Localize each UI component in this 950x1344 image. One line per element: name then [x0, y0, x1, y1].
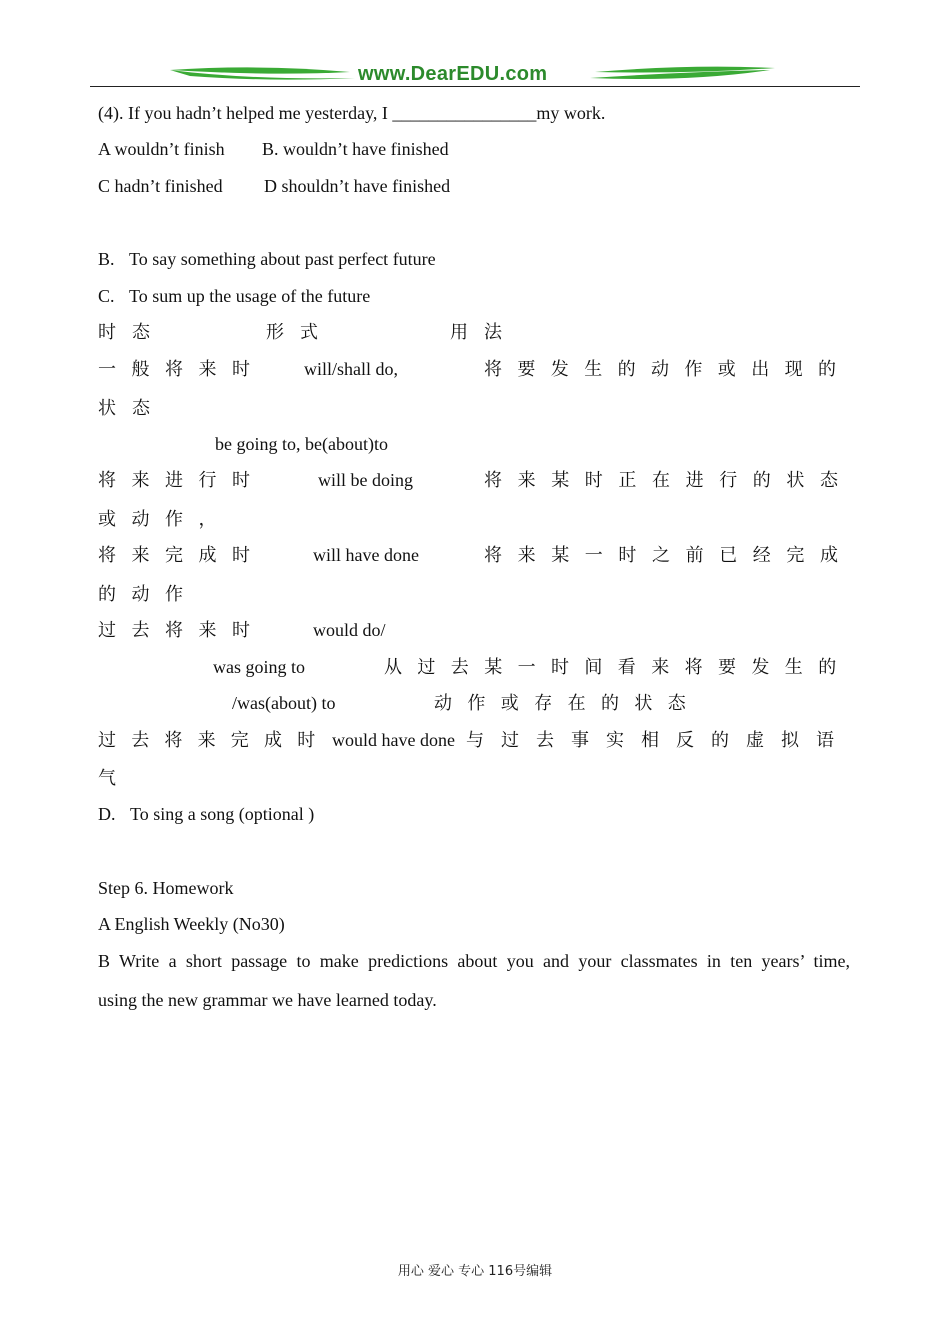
future-progressive-tense: 将来进行时 — [98, 470, 266, 490]
homework-item-b-line2: using the new grammar we have learned today. — [98, 990, 437, 1010]
homework-item-b-line1: B Write a short passage to make predictions about you and your classmates in ten years’ time, — [98, 951, 850, 971]
option-b: B. wouldn’t have finished — [262, 139, 449, 159]
header-tense — [98, 321, 166, 343]
site-logo[interactable]: www.DearEDU.com — [358, 63, 548, 85]
section-b-label: B. — [98, 249, 115, 269]
future-progressive-usage-cont: 或动作， — [98, 509, 232, 529]
section-c-text: To sum up the usage of the future — [129, 286, 371, 306]
simple-future-form-2: be going to, be(about)to — [215, 434, 388, 454]
simple-future-form: will/shall do, — [304, 359, 398, 379]
future-perfect-form: will have done — [313, 545, 419, 565]
past-future-form-3: /was(about) to — [232, 693, 336, 713]
section-c-label: C. — [98, 286, 115, 306]
section-d-label: D. — [98, 804, 116, 824]
option-a: A wouldn’t finish — [98, 139, 225, 159]
past-future-perfect-usage: 与过去事实相反的虚拟语 — [466, 730, 851, 750]
simple-future-tense: 一般将来时 — [98, 359, 266, 379]
option-d: D shouldn’t have finished — [264, 176, 451, 196]
section-b — [98, 248, 436, 270]
option-c: C hadn’t finished — [98, 176, 223, 196]
simple-future-usage-cont: 状态 — [98, 398, 166, 418]
past-future-perfect-form: would have done — [332, 730, 455, 750]
header-usage: 用法 — [450, 322, 518, 342]
past-future-form: would do/ — [313, 620, 386, 640]
past-future-perfect-tense: 过去将来完成时 — [98, 730, 331, 750]
past-future-form-2: was going to — [213, 657, 305, 677]
past-future-usage-cont: 动作或存在的状态 — [434, 693, 702, 713]
simple-future-usage: 将要发生的动作或出现的 — [484, 359, 852, 379]
future-perfect-usage-cont: 的动作 — [98, 584, 199, 604]
past-future-tense: 过去将来时 — [98, 620, 266, 640]
future-perfect-usage: 将来某一时之前已经完成 — [484, 545, 854, 565]
future-progressive-usage: 将来某时正在进行的状态 — [484, 470, 854, 490]
section-d — [98, 803, 314, 825]
page-header — [90, 62, 860, 90]
page-footer: 用心 爱心 专心 116号编辑 — [397, 1264, 553, 1279]
homework-title: Step 6. Homework — [98, 878, 234, 898]
section-b-text: To say something about past perfect future — [129, 249, 436, 269]
future-progressive-form: will be doing — [318, 470, 413, 490]
section-c — [98, 285, 370, 307]
past-future-usage: 从过去某一时间看来将要发生的 — [384, 657, 852, 677]
header-rule — [90, 86, 860, 87]
future-perfect-tense: 将来完成时 — [98, 545, 266, 565]
header-form: 形式 — [266, 322, 334, 342]
header-tense-label: 时态 — [98, 322, 166, 342]
past-future-perfect-usage-cont: 气 — [98, 768, 116, 788]
section-d-text: To sing a song (optional ) — [130, 804, 315, 824]
question-stem: (4). If you hadn’t helped me yesterday, I ________________my work. — [98, 103, 606, 123]
homework-item-a: A English Weekly (No30) — [98, 914, 285, 934]
